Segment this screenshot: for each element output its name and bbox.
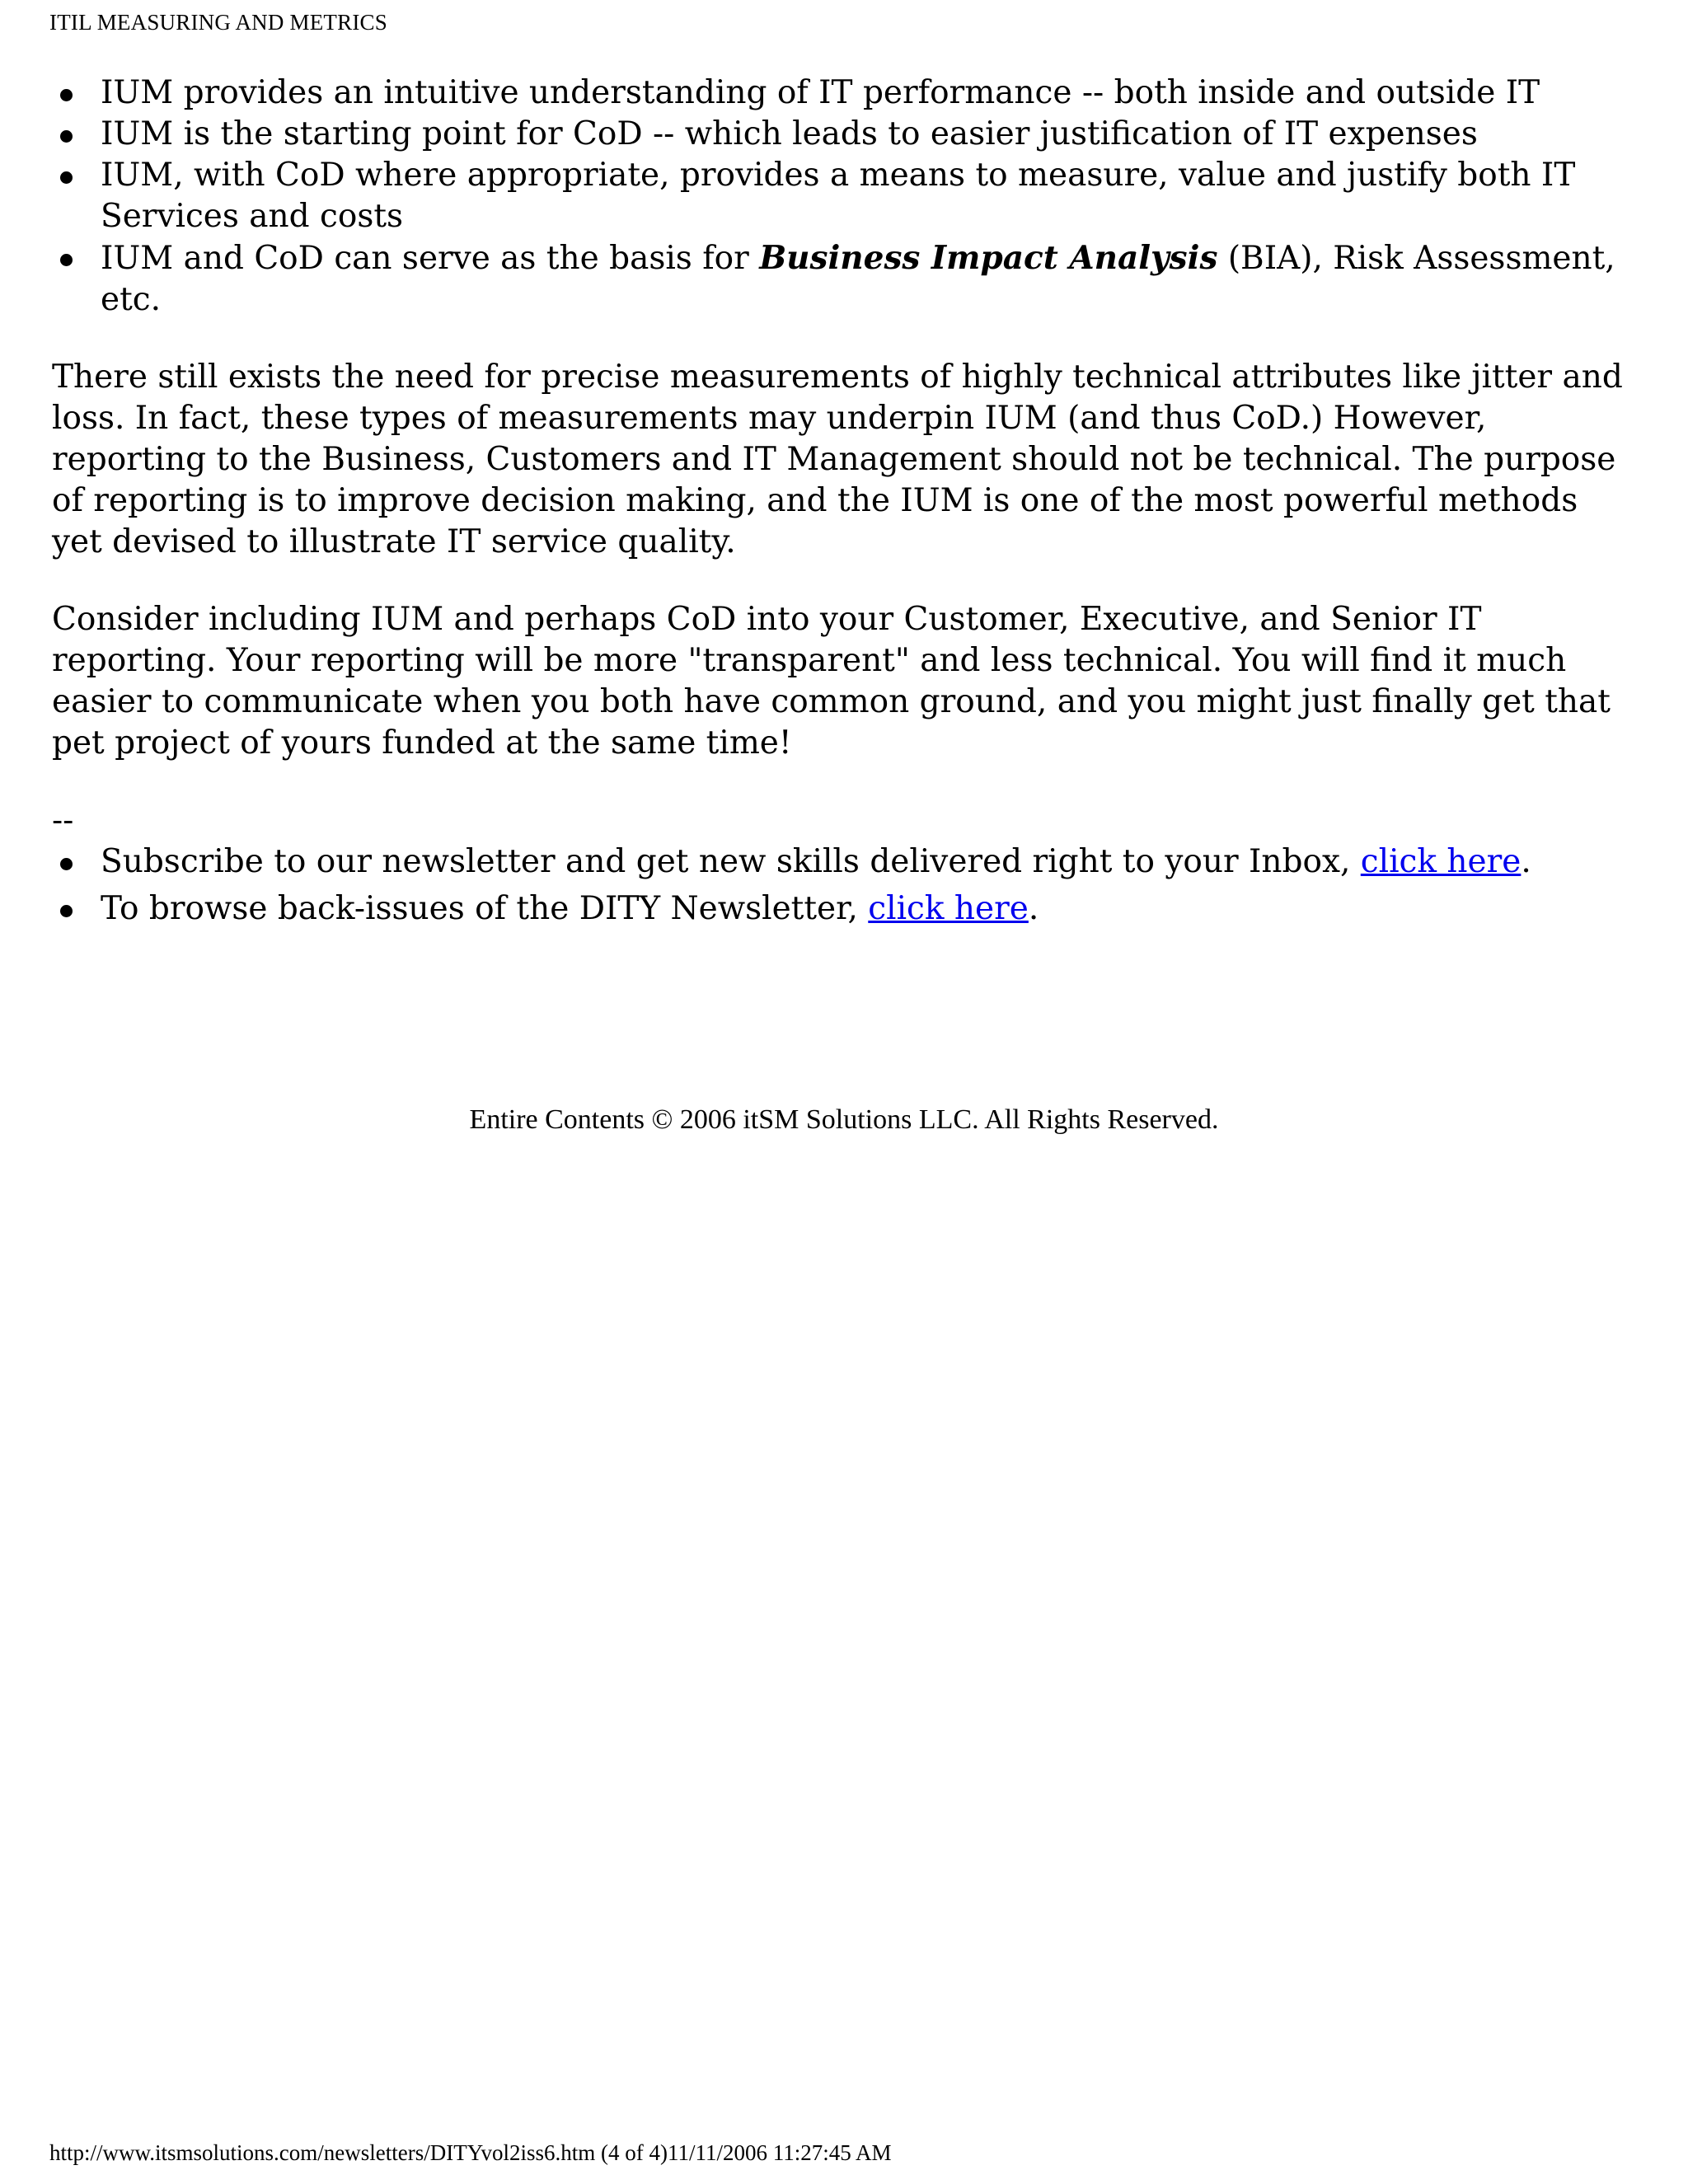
list-item-text: IUM and CoD can serve as the basis for [101, 240, 760, 277]
list-item-text: (BIA), Risk Assessment, etc. [101, 240, 1615, 318]
bullet-icon [60, 905, 73, 917]
list-item-text: IUM is the starting point for CoD -- which leads to easier justification of IT expenses [101, 115, 1478, 152]
back-issues-link[interactable]: click here [868, 890, 1029, 927]
paragraph: There still exists the need for precise measurements of highly technical attributes like jitter and loss. In fact, these types of measurements may underpin IUM (and thus CoD.) However, reporting to the Business, Customers and IT Management should not be technical. The purpose of reporting is to improve decision making, and the IUM is one of the most powerful methods yet devised to illustrate IT service quality. [52, 359, 1623, 560]
list-item-text: Subscribe to our newsletter and get new skills delivered right to your Inbox, [101, 843, 1361, 880]
list-item [52, 114, 1634, 155]
bullet-icon [60, 171, 73, 184]
bullet-icon [60, 858, 73, 870]
bullet-icon [60, 130, 73, 143]
benefits-list [52, 73, 1634, 321]
list-item [52, 888, 1634, 930]
list-item [52, 155, 1634, 237]
emphasis-text: Business Impact Analysis [759, 239, 1218, 277]
list-item [52, 73, 1634, 114]
list-item-text: To browse back-issues of the DITY Newsletter, [101, 890, 869, 927]
bullet-icon [60, 254, 73, 266]
article-content [52, 73, 1634, 935]
list-item-text: IUM provides an intuitive understanding of IT performance -- both inside and outside IT [101, 74, 1540, 111]
list-item [52, 237, 1634, 321]
bullet-icon [60, 89, 73, 101]
subscribe-link[interactable]: click here [1360, 843, 1522, 880]
page-url-footer: http://www.itsmsolutions.com/newsletters/DITYvol2iss6.htm (4 of 4)11/11/2006 11:27:45 AM [49, 2140, 892, 2165]
page-header-title: ITIL MEASURING AND METRICS [49, 10, 387, 35]
list-item-text: IUM, with CoD where appropriate, provides a means to measure, value and justify both IT Services and costs [101, 157, 1576, 235]
punctuation: . [1028, 890, 1039, 927]
paragraph: Consider including IUM and perhaps CoD into your Customer, Executive, and Senior IT reporting. Your reporting will be more "transparent" and less technical. You will find it much easier to communicate when you both have common ground, and you might just finally get that pet project of yours funded at the same time! [52, 601, 1611, 762]
list-item [52, 841, 1634, 883]
separator: -- [52, 802, 74, 839]
newsletter-links-list [52, 841, 1634, 930]
copyright-notice: Entire Contents © 2006 itSM Solutions LLC. All Rights Reserved. [469, 1104, 1219, 1135]
punctuation: . [1521, 843, 1531, 880]
